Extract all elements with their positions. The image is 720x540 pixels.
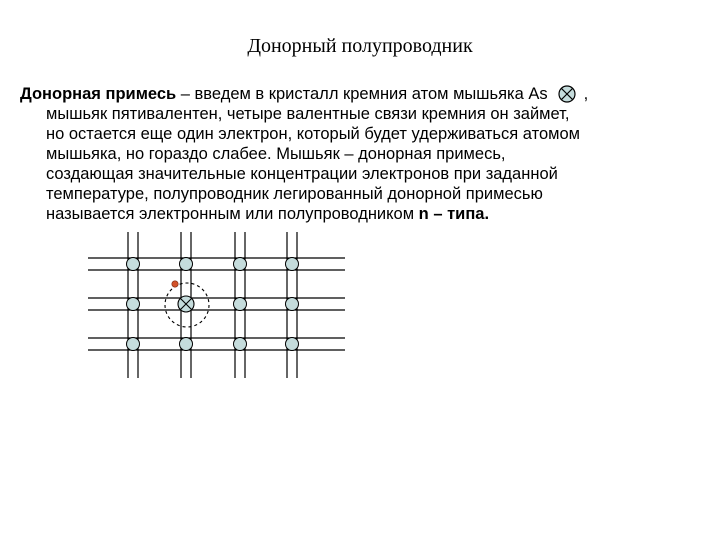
silicon-atom (286, 298, 299, 311)
silicon-atom (286, 258, 299, 271)
arsenic-donor-atom (165, 283, 209, 327)
silicon-atom (234, 258, 247, 271)
paragraph-line-2: мышьяк пятивалентен, четыре валентные связи кремния он займет, (46, 105, 570, 123)
free-electron-icon (172, 281, 178, 287)
n-type-label: n – типа. (418, 205, 490, 223)
silicon-atoms (127, 258, 299, 351)
silicon-atom (234, 338, 247, 351)
paragraph-line-6: температуре, полупроводник легированный донорной примесью (46, 185, 543, 203)
silicon-atom (180, 338, 193, 351)
silicon-atom (127, 298, 140, 311)
paragraph-line-4: мышьяка, но гораздо слабее. Мышьяк – донорная примесь, (46, 145, 506, 163)
paragraph-line-7-text: называется электронным или полупроводником (46, 205, 419, 223)
silicon-atom (286, 338, 299, 351)
slide-title: Донорный полупроводник (247, 35, 473, 57)
silicon-atom (127, 338, 140, 351)
paragraph-line-1-tail: , (583, 85, 589, 103)
paragraph-line-5: создающая значительные концентрации электронов при заданной (46, 165, 558, 183)
term-donor-impurity: Донорная примесь (20, 85, 177, 103)
silicon-atom (180, 258, 193, 271)
paragraph-line-1-text: – введем в кристалл кремния атом мышьяка As (176, 85, 548, 103)
silicon-atom (234, 298, 247, 311)
silicon-atom (127, 258, 140, 271)
paragraph-line-3: но остается еще один электрон, который будет удерживаться атомом (46, 125, 581, 143)
